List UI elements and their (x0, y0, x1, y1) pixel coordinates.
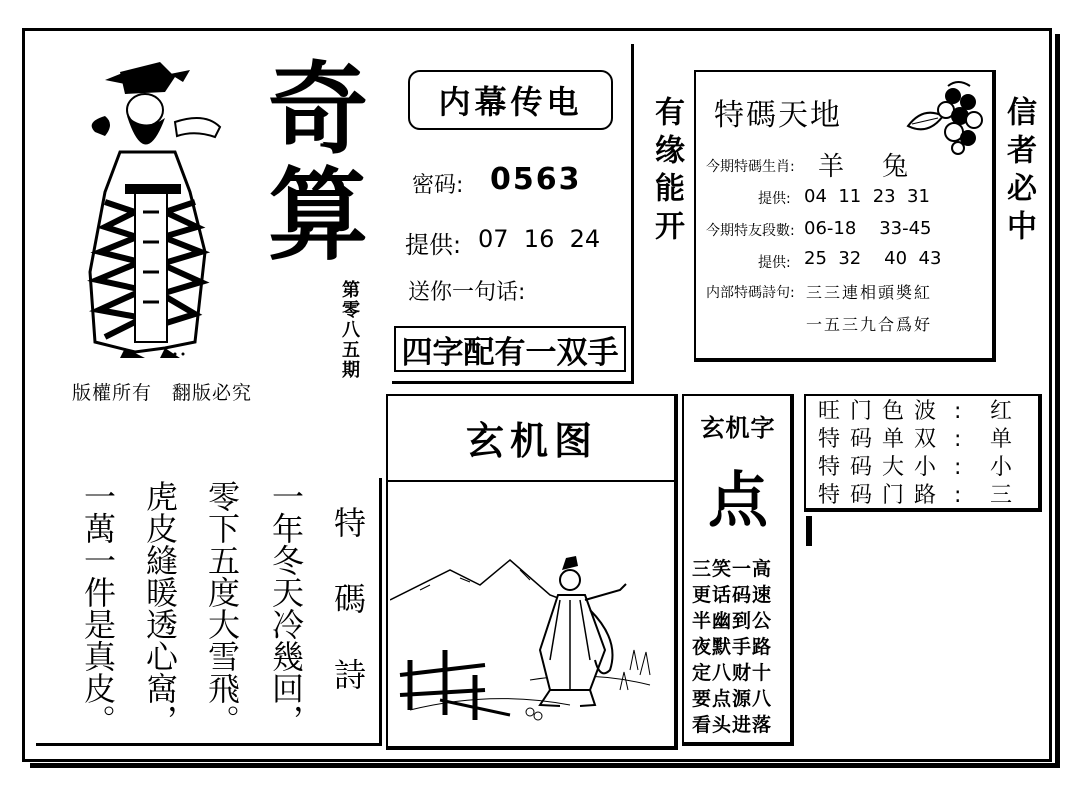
poem-grid-row: 看头进落 (692, 714, 773, 736)
stat-label: 特码大小 (818, 455, 947, 480)
stats-row: 特码门路 : 三 (818, 483, 1013, 508)
xuanji-char-heading: 玄机字 (700, 414, 776, 442)
stat-value: 红 (990, 399, 1013, 424)
poem-line-1: 三三連相頭奬紅 (806, 283, 933, 302)
stats-marker (806, 516, 812, 546)
tema-poem-line-1: 一年冬天冷幾回， (267, 480, 305, 736)
stats-row: 特码单双 : 单 (818, 427, 1013, 452)
grapes-icon (898, 76, 988, 156)
range-label: 今期特友段數: (706, 223, 795, 239)
stat-value: 三 (990, 483, 1013, 508)
xuanji-divider (386, 480, 678, 482)
poem-grid-row: 三笑一高 (692, 558, 773, 580)
tema-heading: 特碼天地 (714, 98, 842, 133)
stat-label: 旺门色波 (818, 399, 947, 424)
tema-poem-line-3: 虎皮縫暖透心窩， (141, 480, 179, 736)
inner-sentence: 四字配有一双手 (394, 326, 626, 372)
poem-grid-row: 要点源八 (692, 688, 773, 710)
provide1-value: 04 11 23 31 (804, 186, 930, 207)
stats-list (818, 398, 1032, 510)
poem-grid-row: 半幽到公 (692, 610, 773, 632)
password-label: 密码: (412, 173, 464, 198)
provide1-label: 提供: (758, 191, 791, 207)
scholar-landscape-illustration (390, 540, 674, 745)
poem-grid-row: 更话码速 (692, 584, 773, 606)
password-value: 0563 (490, 162, 582, 197)
zodiac-value: 羊 兔 (818, 152, 915, 182)
stats-row: 特码大小 : 小 (818, 455, 1013, 480)
provide-value: 07 16 24 (478, 225, 601, 253)
slogan-left: 有缘能开 (649, 96, 684, 248)
tema-poem-title: 特碼詩 (329, 506, 367, 734)
range-value: 06-18 33-45 (804, 218, 932, 239)
slogan-right: 信者必中 (1001, 96, 1036, 248)
stats-row: 旺门色波 : 红 (818, 399, 1013, 424)
copyright-notice: 版權所有 翻版必究 (72, 382, 253, 404)
poem-label: 内部特碼詩句: (706, 285, 795, 301)
poem-grid (692, 556, 792, 738)
stat-value: 小 (990, 455, 1013, 480)
stat-label: 特码门路 (818, 483, 947, 508)
official-figure-illustration (65, 52, 235, 362)
zodiac-label: 今期特碼生肖: (706, 159, 795, 175)
sentence-label: 送你一句话: (408, 280, 526, 305)
issue-number: 第零八五期 (339, 280, 360, 380)
xuanji-char-value: 点 (708, 466, 768, 536)
title-char-1: 奇 (268, 51, 368, 168)
inner-message-heading: 内幕传电 (408, 70, 613, 130)
provide-label: 提供: (405, 231, 462, 259)
poem-grid-row: 夜默手路 (692, 636, 773, 658)
poem-line-2: 一五三九合爲好 (806, 315, 933, 334)
provide2-label: 提供: (758, 255, 791, 271)
stat-value: 单 (990, 427, 1013, 452)
poem-grid-row: 定八财十 (692, 662, 773, 684)
tema-poem-line-4: 一萬一件是真皮。 (79, 480, 117, 736)
tema-poem-line-2: 零下五度大雪飛。 (203, 480, 241, 736)
provide2-value: 25 32 40 43 (804, 248, 942, 269)
xuanji-picture-title: 玄机图 (465, 419, 598, 463)
title-char-2: 算 (268, 157, 368, 274)
stat-label: 特码单双 (818, 427, 947, 452)
